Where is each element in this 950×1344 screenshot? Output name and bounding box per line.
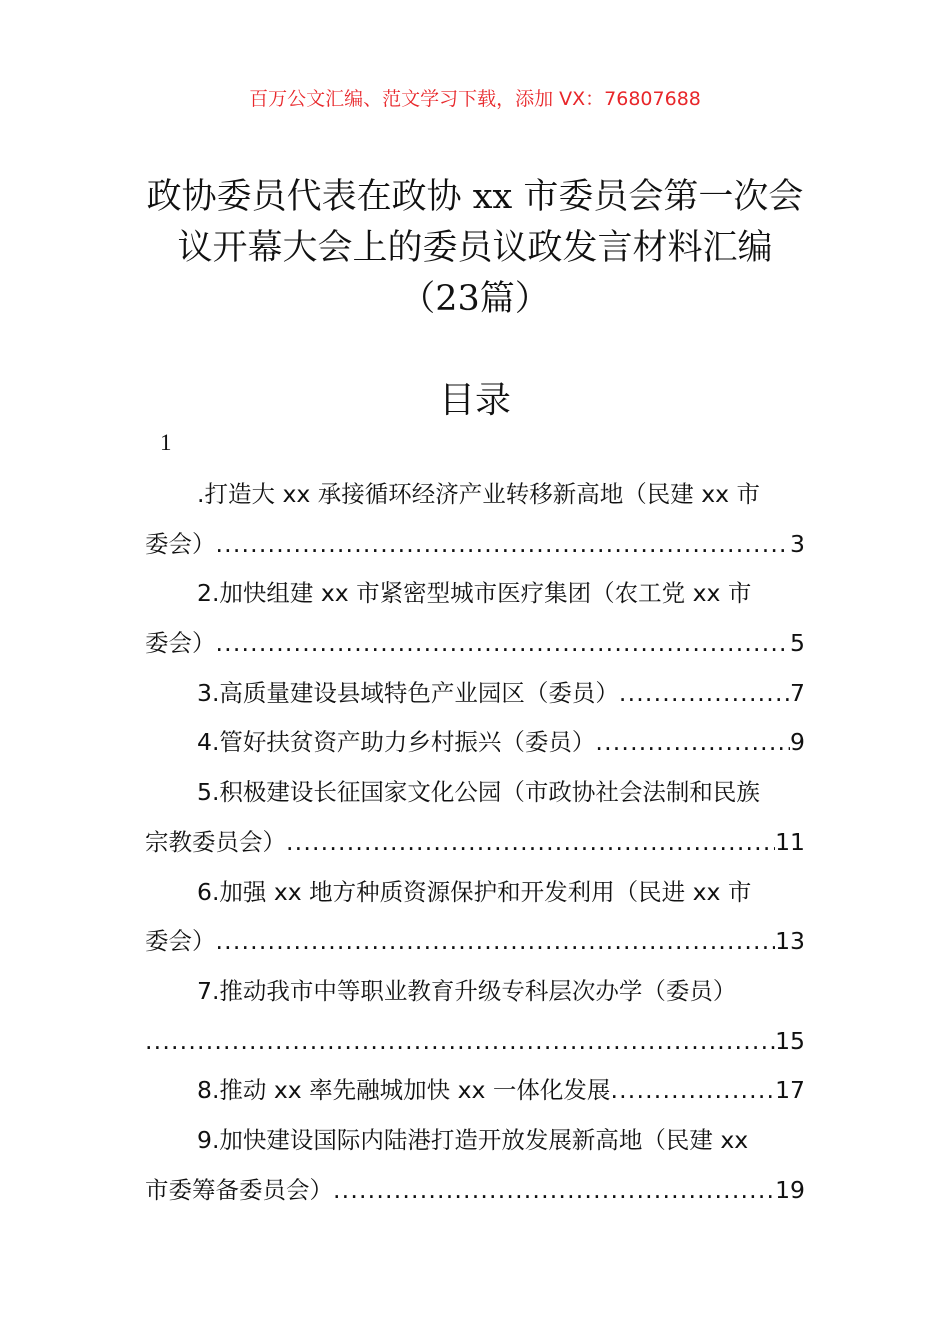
toc-line [145, 868, 805, 918]
title-text: 篇） [479, 279, 550, 319]
document-title [100, 172, 850, 325]
dot-leader [145, 1017, 775, 1067]
toc-number: 1 [160, 430, 172, 455]
dot-leader [333, 1166, 775, 1216]
toc-line [145, 967, 805, 1017]
dot-leader [610, 1066, 775, 1116]
toc-entry-title: 9.加快建设国际内陆港打造开放发展新高地（民建 xx [197, 1125, 749, 1154]
dot-leader [216, 520, 791, 570]
toc-entry-title: 4.管好扶贫资产助力乡村振兴（委员） [197, 728, 596, 757]
toc-entry[interactable] [145, 1116, 805, 1215]
toc-page-number: 19 [775, 1175, 805, 1204]
toc-entry-title-cont: 委会） [145, 629, 216, 658]
title-text: （ [400, 279, 436, 319]
toc-entry[interactable] [145, 569, 805, 668]
title-text: 政协委员代表在政协 [146, 177, 462, 217]
toc-entry-title: .打造大 xx 承接循环经济产业转移新高地（民建 xx 市 [197, 480, 760, 508]
toc-line [145, 569, 805, 619]
toc-entry-title: 3.高质量建设县域特色产业园区（委员） [197, 678, 619, 707]
toc-entry-title-cont: 宗教委员会） [145, 827, 286, 856]
dot-leader [619, 669, 790, 719]
title-text: 议开幕大会上的委员议政发言材料汇编 [177, 228, 773, 268]
toc-entry-title: 8.推动 xx 率先融城加快 xx 一体化发展 [197, 1076, 611, 1105]
toc-entry[interactable] [145, 868, 805, 967]
toc-page-number: 11 [775, 827, 805, 856]
toc-page-number: 15 [775, 1026, 805, 1055]
dot-leader [216, 917, 776, 967]
toc-entry-title: 6.加强 xx 地方种质资源保护和开发利用（民进 xx 市 [197, 877, 752, 906]
toc-page-number: 7 [790, 678, 805, 707]
toc-line [145, 1166, 805, 1216]
table-of-contents [145, 470, 805, 1215]
toc-heading: 目录 [438, 380, 511, 421]
toc-page-number: 9 [790, 728, 805, 757]
dot-leader [216, 619, 791, 669]
toc-entry-title: 7.推动我市中等职业教育升级专科层次办学（委员） [197, 976, 737, 1005]
toc-line [145, 470, 805, 520]
dot-leader [286, 818, 775, 868]
toc-entry-title-cont: 市委筹备委员会） [145, 1175, 333, 1204]
toc-line [145, 1066, 805, 1116]
toc-line [145, 619, 805, 669]
toc-line [145, 669, 805, 719]
toc-entry-title-cont: 委会） [145, 927, 216, 956]
toc-line [145, 1017, 805, 1067]
toc-line [145, 1116, 805, 1166]
toc-page-number: 3 [790, 529, 805, 558]
toc-entry[interactable] [145, 718, 805, 768]
toc-page-number: 17 [775, 1076, 805, 1105]
toc-entry-title: 2.加快组建 xx 市紧密型城市医疗集团（农工党 xx 市 [197, 579, 752, 608]
toc-entry-title: 5.积极建设长征国家文化公园（市政协社会法制和民族 [197, 778, 760, 807]
toc-page-number: 13 [775, 927, 805, 956]
toc-line [145, 917, 805, 967]
toc-entry[interactable] [145, 470, 805, 569]
toc-line [145, 768, 805, 818]
watermark-header: 百万公文汇编、范文学习下载，添加 VX：76807688 [249, 88, 701, 110]
toc-entry[interactable] [145, 1066, 805, 1116]
title-text: 市委员会第一次会 [523, 177, 804, 217]
toc-entry[interactable] [145, 768, 805, 867]
toc-entry[interactable] [145, 967, 805, 1066]
toc-line [145, 520, 805, 570]
toc-page-number: 5 [790, 629, 805, 658]
title-text: 23 [435, 279, 480, 319]
toc-entry-title-cont: 委会） [145, 529, 216, 558]
toc-entry[interactable] [145, 669, 805, 719]
dot-leader [595, 718, 790, 768]
toc-line [145, 818, 805, 868]
toc-line [145, 718, 805, 768]
title-text: xx [472, 177, 513, 217]
